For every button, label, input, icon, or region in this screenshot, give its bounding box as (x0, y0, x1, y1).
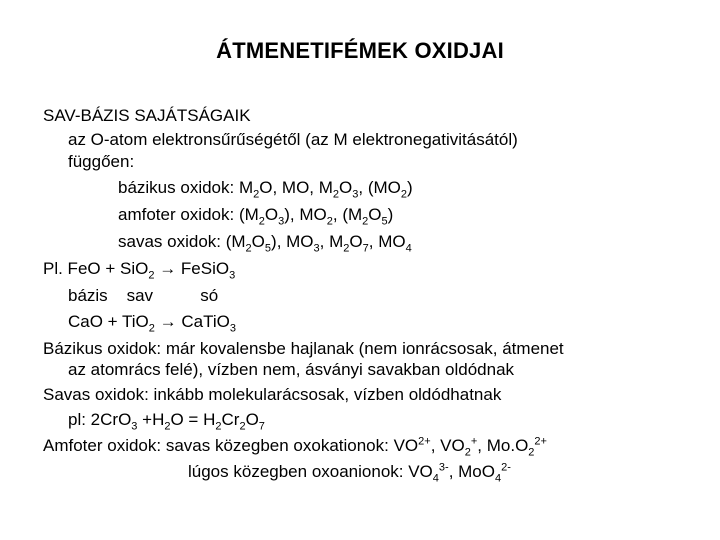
acidic-oxides-line: savas oxidok: $(M_2O_5)$, $MO_3$, $M_2O_7$, $MO_4$ (118, 232, 412, 255)
slide-title: ÁTMENETIFÉMEK OXIDJAI (216, 38, 504, 63)
text-line: Savas oxidok: inkább molekularácsosak, vízben oldódhatnak (43, 385, 502, 404)
text-line: Bázikus oxidok: már kovalensbe hajlanak (nem ionrácsosak, átmenet (43, 339, 564, 358)
text-line: az atomrács felé), vízben nem, ásványi savakban oldódnak (68, 360, 515, 379)
text-line: Amfoter oxidok: savas közegben oxokationok: $VO^{2+}$, $VO_2^+$, $Mo.O_2^{2+}$ (43, 435, 547, 459)
basic-oxides-line: bázikus oxidok: $M_2O$, MO, $M_2O_3$, $(MO_2)$ (118, 178, 413, 201)
reaction-labels: bázis sav só (68, 286, 219, 305)
text-line: függően: (68, 152, 135, 171)
example-reaction-1: Pl. FeO + SiO$_2$ → FeSiO$_3$ (43, 259, 236, 282)
amphoteric-oxides-line: amfoter oxidok: $(M_2O_3)$, $MO_2$, $(M_2O_5)$ (118, 205, 394, 228)
heading-sav-bazis: SAV-BÁZIS SAJÁTSÁGAIK (43, 106, 251, 125)
text-line: az O-atom elektronsűrűségétől (az M elektronegativitásától) (68, 130, 518, 149)
example-reaction-3: pl: $2CrO_3 +H_2O = H_2Cr_2O_7$ (68, 410, 265, 433)
text-line: lúgos közegben oxoanionok: $VO_4^{3-}$, MoO$_4^{2-}$ (188, 461, 511, 485)
example-reaction-2: CaO + TiO$_2$ → CaTiO$_3$ (68, 312, 236, 335)
